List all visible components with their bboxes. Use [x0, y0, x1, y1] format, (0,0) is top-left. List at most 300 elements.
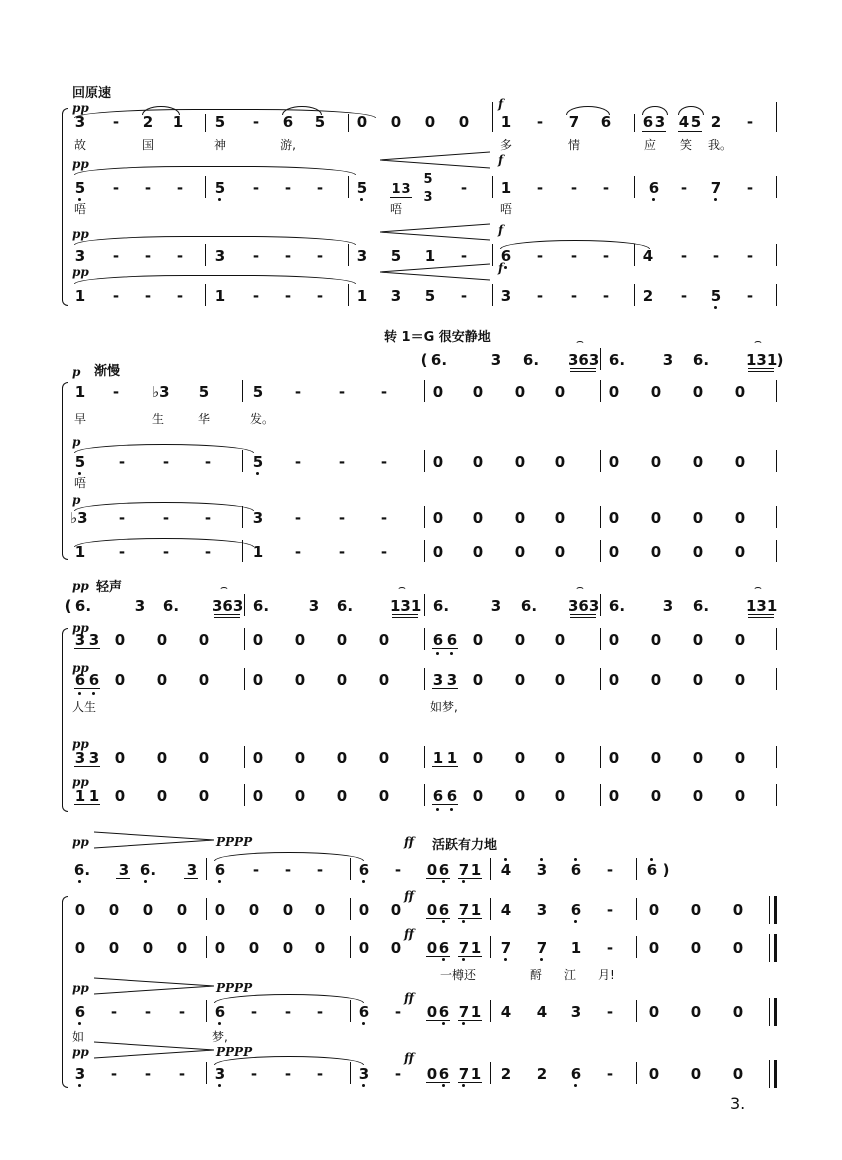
note: 0 [650, 509, 662, 527]
beam [426, 956, 450, 957]
note: 0 [650, 787, 662, 805]
note: 1 [500, 179, 512, 197]
note: - [536, 179, 544, 197]
note: 0 [514, 787, 526, 805]
beam [432, 766, 458, 767]
note: 0 [472, 383, 484, 401]
note: 1 [432, 749, 444, 767]
beam [748, 371, 774, 372]
dynamic-ff: ff [404, 835, 414, 849]
note: 6 [214, 861, 226, 879]
note: 4 [500, 1003, 512, 1021]
note: 6 [648, 179, 660, 197]
note: 0 [732, 1065, 744, 1083]
dynamic-pp: pp [72, 621, 89, 635]
fermata: ⌢ [220, 580, 228, 594]
dynamic-pp: pp [72, 101, 89, 115]
slur [642, 106, 668, 115]
note: 2 [536, 1065, 548, 1083]
decrescendo-hairpin [94, 830, 214, 850]
note: - [570, 179, 578, 197]
note: 5 [710, 287, 722, 305]
note: 0 [282, 939, 294, 957]
note: 3 [118, 861, 130, 879]
note: 0 [198, 631, 210, 649]
lyric: 笑 [679, 138, 692, 152]
note: 0 [692, 543, 704, 561]
note: 3 [662, 597, 674, 615]
barline [636, 898, 637, 920]
barline [776, 380, 777, 402]
system-bracket [62, 382, 68, 560]
note: 0 [378, 631, 390, 649]
dynamic-pp: pp [72, 265, 89, 279]
note: 0 [432, 509, 444, 527]
note: 3 [74, 749, 86, 767]
octave-dot [450, 652, 453, 655]
note: 5 [690, 113, 702, 131]
barline [348, 244, 349, 266]
note: - [680, 287, 688, 305]
note: 0 [314, 901, 326, 919]
dynamic-pp: pp [72, 835, 89, 849]
barline [600, 668, 601, 690]
note: 0 [608, 509, 620, 527]
note: 0 [356, 113, 368, 131]
note: 0 [424, 113, 436, 131]
octave-dot [144, 880, 147, 883]
barline [492, 284, 493, 306]
barline [206, 936, 207, 958]
note: 3 [536, 861, 548, 879]
note: 5 [390, 247, 402, 265]
note: - [460, 247, 468, 265]
note: 0 [650, 453, 662, 471]
octave-dot [78, 472, 81, 475]
note: - [178, 1003, 186, 1021]
tempo-slowing: 渐慢 [94, 364, 121, 379]
note: 0 [648, 939, 660, 957]
note: ♭3 [152, 383, 170, 401]
note: - [284, 247, 292, 265]
note: 3 [401, 182, 411, 197]
dynamic-pp: pp [72, 157, 89, 171]
note: 3 [570, 1003, 582, 1021]
note: - [252, 287, 260, 305]
barline [634, 284, 635, 306]
note: 6. [608, 597, 626, 615]
note: 6 [214, 1003, 226, 1021]
note: 0 [108, 939, 120, 957]
note: 0 [472, 509, 484, 527]
barline [769, 896, 770, 924]
note: 6 [446, 631, 458, 649]
dynamic-ff: ff [404, 991, 414, 1005]
note: 3 [490, 351, 502, 369]
octave-dot [360, 198, 363, 201]
slur [566, 106, 610, 115]
beam [458, 1082, 482, 1083]
note: 0 [554, 453, 566, 471]
barline [242, 380, 243, 402]
lyric: 一樽还 [440, 968, 477, 982]
note: 0 [294, 631, 306, 649]
beam [426, 1082, 450, 1083]
note: ♭3 [70, 509, 88, 527]
barline [205, 244, 206, 266]
note: - [294, 543, 302, 561]
note: 363 [212, 597, 244, 615]
note: 6. [73, 861, 91, 879]
note: - [110, 1003, 118, 1021]
note: 0 [214, 901, 226, 919]
paren: ) [776, 351, 784, 369]
note: 1 [446, 749, 458, 767]
note: 3 [500, 287, 512, 305]
note: 3 [214, 247, 226, 265]
system-bracket [62, 896, 68, 1088]
note: - [536, 247, 544, 265]
barline [348, 176, 349, 198]
barline [206, 898, 207, 920]
crescendo-hairpin [380, 262, 490, 282]
note: - [316, 179, 324, 197]
barline [776, 668, 777, 690]
note: - [112, 179, 120, 197]
barline [776, 284, 777, 306]
barline [600, 746, 601, 768]
note: 6 [432, 787, 444, 805]
dynamic-ppp: PPPP [216, 981, 253, 995]
slur [142, 106, 180, 115]
octave-dot [462, 1022, 465, 1025]
note: 5 [214, 179, 226, 197]
note: 0 [734, 509, 746, 527]
note: 3 [390, 287, 402, 305]
barline [600, 540, 601, 562]
note: 7 [458, 1003, 470, 1021]
note: 0 [426, 1003, 438, 1021]
octave-dot [442, 1022, 445, 1025]
note: 0 [650, 383, 662, 401]
beam [432, 804, 458, 805]
note: 0 [692, 453, 704, 471]
note: 6. [522, 351, 540, 369]
barline [206, 1062, 207, 1084]
octave-dot-high [540, 858, 543, 861]
beam [458, 956, 482, 957]
decrescendo-hairpin [94, 1040, 214, 1060]
note: 2 [710, 113, 722, 131]
octave-dot [450, 808, 453, 811]
note: - [606, 1065, 614, 1083]
fermata: ⌢ [398, 580, 406, 594]
octave-dot [256, 472, 259, 475]
note: 3 [252, 509, 264, 527]
note: 6 [74, 671, 86, 689]
barline [600, 506, 601, 528]
barline [424, 540, 425, 562]
note: 0 [432, 543, 444, 561]
note: 363 [568, 351, 600, 369]
note: 4 [536, 1003, 548, 1021]
beam [74, 648, 100, 649]
note: 0 [472, 543, 484, 561]
note: - [118, 509, 126, 527]
lyric-hum: 唔 [499, 202, 512, 216]
note: - [294, 509, 302, 527]
note: 0 [554, 787, 566, 805]
note: 0 [514, 383, 526, 401]
note: 3 [356, 247, 368, 265]
fermata: ⌢ [754, 334, 762, 348]
octave-dot [362, 1084, 365, 1087]
note: 0 [734, 749, 746, 767]
dynamic-pp: pp [72, 227, 89, 241]
octave-dot [652, 198, 655, 201]
note: 2 [500, 1065, 512, 1083]
final-barline [774, 896, 777, 924]
note: 0 [608, 787, 620, 805]
dynamic-ff: ff [404, 889, 414, 903]
barline [776, 784, 777, 806]
note: 3 [88, 749, 100, 767]
note: 3 [446, 671, 458, 689]
system-bracket [62, 108, 68, 306]
barline [205, 284, 206, 306]
note: 0 [472, 749, 484, 767]
note: 0 [608, 671, 620, 689]
barline [350, 1000, 351, 1022]
note: 131 [390, 597, 422, 615]
note: 6. [432, 597, 450, 615]
note: 4 [678, 113, 690, 131]
note: 0 [608, 631, 620, 649]
dynamic-f: f [498, 261, 504, 275]
note: 0 [648, 1003, 660, 1021]
note: 3 [432, 671, 444, 689]
paren: ( [64, 597, 72, 615]
note: 0 [248, 939, 260, 957]
octave-dot [504, 958, 507, 961]
lyric: 我。 [708, 138, 733, 152]
note: 0 [554, 749, 566, 767]
page-number: 3. [730, 1094, 746, 1113]
note: 0 [214, 939, 226, 957]
barline [205, 114, 206, 132]
note: - [746, 179, 754, 197]
lyric-hum: 唔 [73, 202, 86, 216]
note: 131 [746, 351, 778, 369]
note: 6 [600, 113, 612, 131]
note: 7 [536, 939, 548, 957]
note: - [144, 1003, 152, 1021]
tie-slur [214, 852, 364, 861]
note: 0 [336, 787, 348, 805]
barline [776, 746, 777, 768]
note: 6 [438, 861, 450, 879]
barline [206, 1000, 207, 1022]
note: - [250, 1065, 258, 1083]
lyric: 国 [141, 138, 154, 152]
note: 0 [732, 1003, 744, 1021]
paren: ( [420, 351, 428, 369]
note: 4 [500, 901, 512, 919]
note: 3 [358, 1065, 370, 1083]
note: 0 [336, 749, 348, 767]
barline [424, 746, 425, 768]
octave-dot [362, 880, 365, 883]
note: 5 [252, 383, 264, 401]
note: 7 [710, 179, 722, 197]
note: 5 [424, 287, 436, 305]
note: 3 [654, 113, 666, 131]
lyric: 如 [72, 1030, 85, 1044]
note: 0 [650, 671, 662, 689]
tie-slur [74, 236, 356, 245]
barline [350, 898, 351, 920]
note: - [338, 453, 346, 471]
note: 6 [642, 113, 654, 131]
note: 6. [608, 351, 626, 369]
note: - [570, 287, 578, 305]
barline [776, 102, 777, 132]
note: 2 [642, 287, 654, 305]
note: 0 [692, 509, 704, 527]
note: 3 [308, 597, 320, 615]
octave-dot [78, 198, 81, 201]
note: 6 [438, 901, 450, 919]
note: 0 [432, 383, 444, 401]
barline [350, 1062, 351, 1084]
beam [426, 878, 450, 879]
lyric: 应 [643, 138, 656, 152]
note: 1 [424, 247, 436, 265]
note: 3 [74, 1065, 86, 1083]
octave-dot [78, 1022, 81, 1025]
barline [490, 936, 491, 958]
crescendo-hairpin [380, 150, 490, 170]
lyric: 故 [73, 138, 86, 152]
note: 6 [646, 861, 658, 879]
note: 0 [156, 631, 168, 649]
note: 0 [554, 671, 566, 689]
note: 0 [514, 453, 526, 471]
note: 6. [520, 597, 538, 615]
note: 0 [650, 749, 662, 767]
note: 0 [554, 543, 566, 561]
note: 0 [74, 939, 86, 957]
dynamic-pp: pp [72, 737, 89, 751]
note: - [316, 861, 324, 879]
note: - [204, 453, 212, 471]
beam [426, 918, 450, 919]
note: 0 [176, 939, 188, 957]
note: 3 [490, 597, 502, 615]
note: - [712, 247, 720, 265]
note: 0 [252, 787, 264, 805]
beam [392, 614, 418, 615]
note: - [316, 287, 324, 305]
note: 0 [690, 901, 702, 919]
beam [432, 688, 458, 689]
barline [769, 1060, 770, 1088]
octave-dot [714, 198, 717, 201]
note: 5 [356, 179, 368, 197]
note: - [294, 383, 302, 401]
note: 3 [423, 190, 433, 205]
note: - [602, 179, 610, 197]
note: 5 [214, 113, 226, 131]
note: 6 [438, 1003, 450, 1021]
note: - [204, 543, 212, 561]
octave-dot [218, 1022, 221, 1025]
note: 0 [142, 939, 154, 957]
note: - [316, 1065, 324, 1083]
lyric: 情 [567, 138, 580, 152]
octave-dot [714, 306, 717, 309]
note: - [338, 383, 346, 401]
lyric: 酹 [530, 968, 543, 982]
note: 0 [156, 671, 168, 689]
dynamic-pp: pp [72, 775, 89, 789]
octave-dot-high [574, 858, 577, 861]
octave-dot [442, 958, 445, 961]
note: 5 [74, 179, 86, 197]
note: 6. [692, 351, 710, 369]
note: - [746, 287, 754, 305]
barline [424, 450, 425, 472]
note: - [602, 287, 610, 305]
note: 0 [114, 749, 126, 767]
note: 5 [198, 383, 210, 401]
beam [390, 197, 412, 198]
barline [636, 1000, 637, 1022]
note: 0 [426, 939, 438, 957]
barline [424, 594, 425, 616]
note: - [178, 1065, 186, 1083]
barline [350, 936, 351, 958]
note: 0 [650, 631, 662, 649]
octave-dot [442, 880, 445, 883]
beam [748, 617, 774, 618]
note: - [144, 247, 152, 265]
beam [748, 614, 774, 615]
note: 0 [734, 787, 746, 805]
note: 1 [391, 182, 401, 197]
note: - [380, 453, 388, 471]
note: 6 [438, 939, 450, 957]
note: 1 [74, 787, 86, 805]
note: 0 [358, 901, 370, 919]
octave-dot [78, 1084, 81, 1087]
note: 0 [390, 113, 402, 131]
note: 4 [642, 247, 654, 265]
note: 0 [390, 901, 402, 919]
note: 0 [692, 631, 704, 649]
octave-dot [436, 808, 439, 811]
dynamic-f: f [498, 97, 504, 111]
barline [492, 102, 493, 132]
note: 1 [74, 383, 86, 401]
barline [490, 1062, 491, 1084]
note: 0 [514, 543, 526, 561]
note: 0 [282, 901, 294, 919]
note: 0 [248, 901, 260, 919]
note: 0 [690, 1003, 702, 1021]
note: - [746, 247, 754, 265]
key-change-marking: 转 1＝G 很安静地 [384, 330, 491, 345]
